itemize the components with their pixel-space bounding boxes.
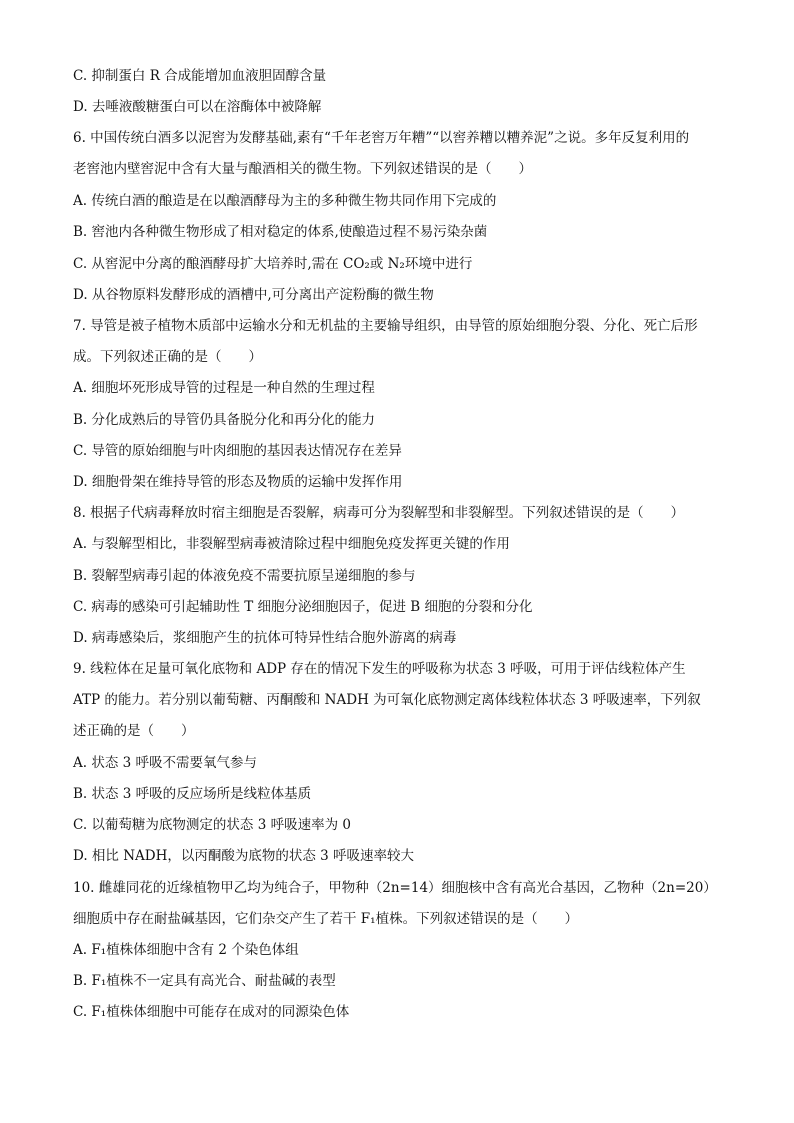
question-8-stem: 8. 根据子代病毒释放时宿主细胞是否裂解，病毒可分为裂解型和非裂解型。下列叙述错误的是（ ） [73,505,685,521]
option-c-q7: C. 导管的原始细胞与叶肉细胞的基因表达情况存在差异 [73,443,402,459]
option-c-q6: C. 从窖泥中分离的酿酒酵母扩大培养时,需在 CO₂或 N₂环境中进行 [73,256,473,272]
option-c-q8: C. 病毒的感染可引起辅助性 T 细胞分泌细胞因子，促进 B 细胞的分裂和分化 [73,599,533,615]
question-10-stem-2: 细胞质中存在耐盐碱基因，它们杂交产生了若干 F₁植株。下列叙述错误的是（ ） [73,911,579,927]
option-c-q5: C. 抑制蛋白 R 合成能增加血液胆固醇含量 [73,68,327,84]
question-9-stem-3: 述正确的是（ ） [73,723,195,739]
question-6-stem-2: 老窖池内壁窖泥中含有大量与酿酒相关的微生物。下列叙述错误的是（ ） [73,161,532,177]
question-7-stem: 7. 导管是被子植物木质部中运输水分和无机盐的主要输导组织，由导管的原始细胞分裂、分化、死亡后形 [73,318,698,334]
option-b-q8: B. 裂解型病毒引起的体液免疫不需要抗原呈递细胞的参与 [73,568,416,584]
option-a-q9: A. 状态 3 呼吸不需要氧气参与 [73,755,258,771]
question-10-stem: 10. 雌雄同花的近缘植物甲乙均为纯合子，甲物种（2n=14）细胞核中含有高光合基因，乙物种（2n=20） [73,880,717,896]
option-d-q5: D. 去唾液酸糖蛋白可以在溶酶体中被降解 [73,99,322,115]
option-b-q6: B. 窖池内各种微生物形成了相对稳定的体系,使酿造过程不易污染杂菌 [73,224,488,240]
option-c-q9: C. 以葡萄糖为底物测定的状态 3 呼吸速率为 0 [73,817,351,833]
option-d-q7: D. 细胞骨架在维持导管的形态及物质的运输中发挥作用 [73,474,403,490]
option-a-q10: A. F₁植株体细胞中含有 2 个染色体组 [73,942,299,958]
option-b-q10: B. F₁植株不一定具有高光合、耐盐碱的表型 [73,973,336,989]
option-d-q6: D. 从谷物原料发酵形成的酒槽中,可分离出产淀粉酶的微生物 [73,287,434,303]
option-a-q7: A. 细胞坏死形成导管的过程是一种自然的生理过程 [73,380,375,396]
option-b-q7: B. 分化成熟后的导管仍具备脱分化和再分化的能力 [73,412,376,428]
question-9-stem: 9. 线粒体在足量可氧化底物和 ADP 存在的情况下发生的呼吸称为状态 3 呼吸，可用于评估线粒体产生 [73,661,686,677]
question-7-stem-2: 成。下列叙述正确的是（ ） [73,349,262,365]
question-9-stem-2: ATP 的能力。若分别以葡萄糖、丙酮酸和 NADH 为可氧化底物测定离体线粒体状态 3 呼吸速率，下列叙 [73,692,701,708]
question-6-stem: 6. 中国传统白酒多以泥窖为发酵基础,素有“千年老窖万年糟”“以窖养糟以糟养泥”之说。多年反复利用的 [73,130,690,146]
option-a-q6: A. 传统白酒的酿造是在以酿酒酵母为主的多种微生物共同作用下完成的 [73,193,497,209]
option-c-q10: C. F₁植株体细胞中可能存在成对的同源染色体 [73,1004,350,1020]
option-d-q9: D. 相比 NADH，以丙酮酸为底物的状态 3 呼吸速率较大 [73,848,415,864]
option-b-q9: B. 状态 3 呼吸的反应场所是线粒体基质 [73,786,312,802]
option-d-q8: D. 病毒感染后，浆细胞产生的抗体可特异性结合胞外游离的病毒 [73,630,457,646]
option-a-q8: A. 与裂解型相比，非裂解型病毒被清除过程中细胞免疫发挥更关键的作用 [73,536,510,552]
